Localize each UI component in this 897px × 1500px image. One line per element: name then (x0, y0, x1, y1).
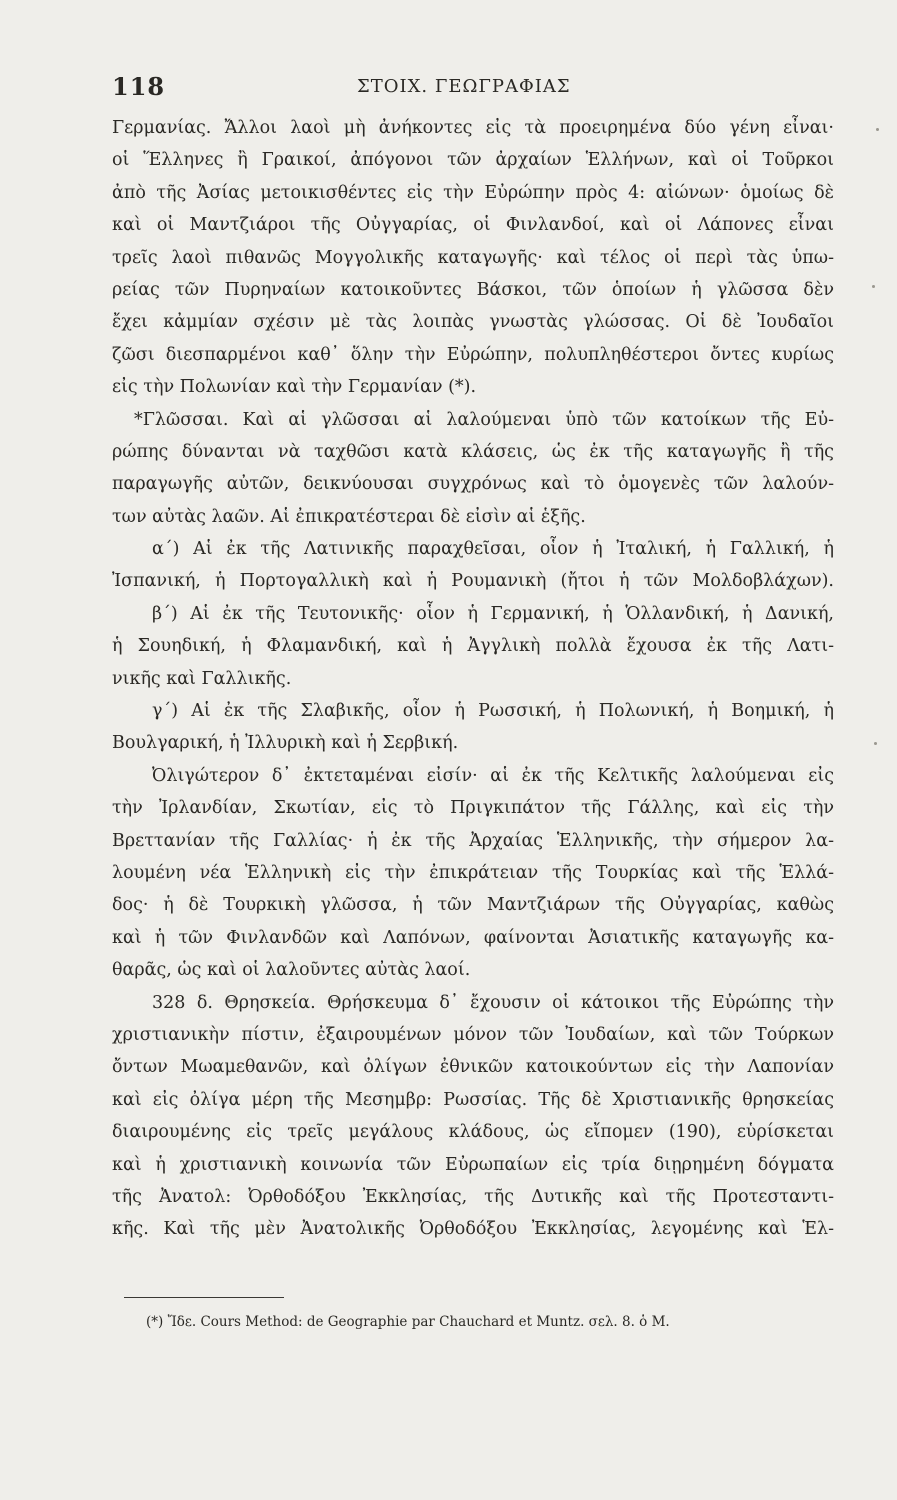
text-line: Βουλγαρική, ἡ Ἰλλυρικὴ καὶ ἡ Σερβική. (112, 733, 459, 754)
text-line: χριστιανικὴν πίστιν, ἐξαιρουμένων μόνον τῶν Ἰουδαίων, καὶ τῶν Τούρκων (112, 1024, 834, 1045)
text-line: Βρεττανίαν τῆς Γαλλίας· ἡ ἐκ τῆς Ἀρχαίας Ἑλληνικῆς, τὴν σήμερον λα- (112, 830, 834, 851)
paper-speck (874, 742, 877, 745)
footnote: (*) Ἴδε. Cours Method: de Geographie par Chauchard et Muntz. σελ. 8. ὁ Μ. (146, 1314, 670, 1330)
body-text (112, 112, 834, 1246)
text-line: καὶ εἰς ὀλίγα μέρη τῆς Μεσημβρ: Ρωσσίας. Τῆς δὲ Χριστιανικῆς θρησκείας (112, 1089, 834, 1110)
text-line: δος· ἡ δὲ Τουρκικὴ γλῶσσα, ἡ τῶν Μαντζιάρων τῆς Οὐγγαρίας, καθὼς (112, 895, 834, 916)
text-line: νικῆς καὶ Γαλλικῆς. (112, 668, 292, 689)
text-line: τρεῖς λαοὶ πιθανῶς Μογγολικῆς καταγωγῆς· καὶ τέλος οἱ περὶ τὰς ὑπω- (112, 247, 834, 268)
text-line: διαιρουμένης εἰς τρεῖς μεγάλους κλάδους, ὡς εἴπομεν (190), εὑρίσκεται (112, 1122, 834, 1143)
text-line: β´) Αἱ ἐκ τῆς Τευτονικῆς· οἷον ἡ Γερμανική, ἡ Ὁλλανδική, ἡ Δανική, (152, 603, 834, 624)
running-title: ΣΤΟΙΧ. ΓΕΩΓΡΑΦΙΑΣ (357, 76, 571, 97)
text-line: λουμένη νέα Ἑλληνικὴ εἰς τὴν ἐπικράτειαν τῆς Τουρκίας καὶ τῆς Ἑλλά- (112, 862, 834, 883)
text-line: ρώπης δύνανται νὰ ταχθῶσι κατὰ κλάσεις, ὡς ἐκ τῆς καταγωγῆς ἢ τῆς (112, 441, 834, 462)
text-line: θαρᾶς, ὡς καὶ οἱ λαλοῦντες αὐτὰς λαοί. (112, 960, 471, 981)
text-line: καὶ ἡ χριστιανικὴ κοινωνία τῶν Εὐρωπαίων εἰς τρία διῃρημένη δόγματα (112, 1154, 834, 1175)
text-line: τῆς Ἀνατολ: Ὀρθοδόξου Ἐκκλησίας, τῆς Δυτικῆς καὶ τῆς Προτεσταντι- (112, 1186, 834, 1207)
text-line: καὶ οἱ Μαντζιάροι τῆς Οὐγγαρίας, οἱ Φινλανδοί, καὶ οἱ Λάπονες εἶναι (112, 215, 834, 236)
text-line: Ἰσπανική, ἡ Πορτογαλλικὴ καὶ ἡ Ρουμανικὴ (ἤτοι ἡ τῶν Μολδοβλάχων). (112, 571, 834, 592)
page-number: 118 (112, 72, 166, 101)
text-line: ἡ Σουηδική, ἡ Φλαμανδική, καὶ ἡ Ἀγγλικὴ πολλὰ ἔχουσα ἐκ τῆς Λατι- (112, 636, 834, 657)
text-line: ζῶσι διεσπαρμένοι καθ᾽ ὅλην τὴν Εὐρώπην, πολυπληθέστεροι ὄντες κυρίως (112, 344, 834, 365)
text-line: καὶ ἡ τῶν Φινλανδῶν καὶ Λαπόνων, φαίνονται Ἀσιατικῆς καταγωγῆς κα- (112, 927, 834, 948)
text-line: οἱ Ἕλληνες ἢ Γραικοί, ἀπόγονοι τῶν ἀρχαίων Ἑλλήνων, καὶ οἱ Τοῦρκοι (112, 150, 834, 171)
text-line: γ´) Αἱ ἐκ τῆς Σλαβικῆς, οἷον ἡ Ρωσσική, ἡ Πολωνική, ἡ Βοημική, ἡ (152, 701, 834, 722)
text-line: *Γλῶσσαι. Καὶ αἱ γλῶσσαι αἱ λαλούμεναι ὑπὸ τῶν κατοίκων τῆς Εὐ- (134, 409, 834, 430)
text-line: Ὀλιγώτερον δ᾽ ἐκτεταμέναι εἰσίν· αἱ ἐκ τῆς Κελτικῆς λαλούμεναι εἰς (152, 765, 834, 786)
text-line: ὄντων Μωαμεθανῶν, καὶ ὀλίγων ἐθνικῶν κατοικούντων εἰς τὴν Λαπονίαν (112, 1057, 834, 1078)
paper-speck (876, 128, 879, 131)
text-line: παραγωγῆς αὐτῶν, δεικνύουσαι συγχρόνως καὶ τὸ ὁμογενὲς τῶν λαλούν- (112, 474, 834, 495)
text-line: ἀπὸ τῆς Ἀσίας μετοικισθέντες εἰς τὴν Εὐρώπην πρὸς 4: αἰώνων· ὁμοίως δὲ (112, 182, 834, 203)
text-line: ἔχει κἀμμίαν σχέσιν μὲ τὰς λοιπὰς γνωστὰς γλώσσας. Οἱ δὲ Ἰουδαῖοι (112, 312, 834, 333)
text-line: α´) Αἱ ἐκ τῆς Λατινικῆς παραχθεῖσαι, οἷον ἡ Ἰταλική, ἡ Γαλλική, ἡ (152, 539, 834, 560)
text-line: Γερμανίας. Ἄλλοι λαοὶ μὴ ἀνήκοντες εἰς τὰ προειρημένα δύο γένη εἶναι· (112, 118, 834, 138)
text-line: ρείας τῶν Πυρηναίων κατοικοῦντες Βάσκοι, τῶν ὁποίων ἡ γλῶσσα δὲν (112, 279, 834, 300)
text-line: εἰς τὴν Πολωνίαν καὶ τὴν Γερμανίαν (*). (112, 377, 477, 398)
text-line: 328 δ. Θρησκεία. Θρήσκευμα δ᾽ ἔχουσιν οἱ κάτοικοι τῆς Εὐρώπης τὴν (152, 992, 834, 1013)
text-line: τὴν Ἰρλανδίαν, Σκωτίαν, εἰς τὸ Πριγκιπάτον τῆς Γάλλης, καὶ εἰς τὴν (112, 798, 834, 819)
paper-speck (872, 285, 875, 288)
footnote-rule (124, 1297, 284, 1298)
page-header (112, 72, 832, 102)
text-line: των αὐτὰς λαῶν. Αἱ ἐπικρατέστεραι δὲ εἰσὶν αἱ ἑξῆς. (112, 506, 586, 527)
text-line: κῆς. Καὶ τῆς μὲν Ἀνατολικῆς Ὀρθοδόξου Ἐκκλησίας, λεγομένης καὶ Ἑλ- (112, 1219, 834, 1240)
